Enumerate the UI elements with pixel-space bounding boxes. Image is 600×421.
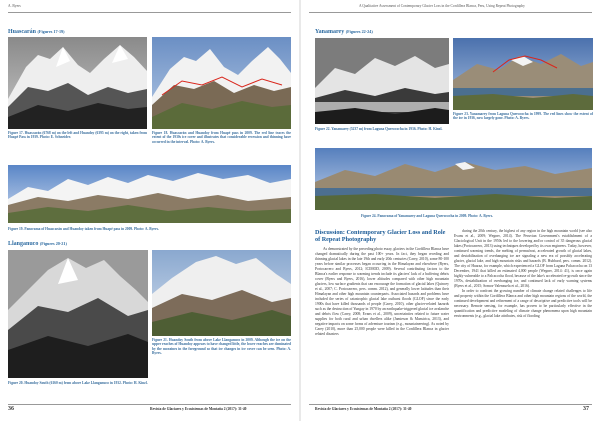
mountain-photo-icon xyxy=(453,38,593,110)
figure-22-photo xyxy=(315,38,449,124)
paragraph: As demonstrated by the preceding photo essay, glaciers in the Cordillera Blanca have changed dramatically during the past 100+ years. In fact, they began receding and thinning glacial lakes in the late 19th and early 20th centuries (Carey, 2010), some 80-100 years before similar processes began occurring in the Himalayan and elsewhere (Byers, Portocarrero and Byers, 2012; ICIMOD, 2009). Several contributing factors to the Blanca's earlier response to warming trends include its glaciers' lack of a buffering debris cover (Byers and Byers, 2016), lower altitudes compared with other high mountain glaciers, low surface gradients that can encourage the formation of glacial lakes (Quincey et al., 2007; C. Portocarrero, pers. comm. 2012), and generally lower latitudes than their Himalayan and other high mountain counterparts. Associated hazards and problems have included the series of catastrophic glacial lake outburst floods (GLOF) since the early 1900s that have killed thousands of people (Carey, 2010), other glacier-related hazards such as the destruction of Yungay in 1970 by an earthquake-triggered glacial ice avalanche and debris flow (Carey, 2008; Evans et al., 2009), uncertainties related to future water supplies for both rural and urban dwellers alike (Jamieson & Mansirica, 2013), and negative impacts on some forms of adventure tourism (e.g., mountaineering). As noted by Carey (2010), more than 25,000 people were killed in the Cordillera Blanca in glacier related disasters xyxy=(315,247,449,337)
running-footer: Revista de Glaciares y Ecosistemas de Montaña 2 (2017): 31-40 xyxy=(315,407,412,411)
right-page xyxy=(301,0,600,421)
header-rule xyxy=(309,12,592,13)
figure-17-caption: Figure 17. Huascarán (6768 m) on the left and Huandoy (6395 m) on the right, taken from Huapé Pass in 1939. Photo: E. Schneider. xyxy=(8,131,147,140)
figure-23-photo xyxy=(453,38,593,110)
section-title: Llanganuco xyxy=(8,241,39,247)
paragraph: In order to confront the growing number of climate change related challenges to life and property within the Cordillera Blanca and other high mountain regions of the world, the continued development and refinement of a range of descriptive and predictive tools will be necessary. Remote sensing, for example, has proven to be particularly effective in the quantification and predictive modeling of climate change phenomena upon high mountain environments (e.g., glacial lake attributes, risk of flooding xyxy=(454,289,592,319)
page-number: 36 xyxy=(8,406,14,412)
mountain-photo-icon xyxy=(152,250,291,336)
section-heading-huascaran xyxy=(8,29,65,35)
section-title: Huascarán xyxy=(8,29,37,35)
running-footer: Revista de Glaciares y Ecosistemas de Montaña 2 (2017): 31-40 xyxy=(150,407,247,411)
figure-21-photo xyxy=(152,250,291,336)
figure-23-caption: Figure 23. Yanamarey from Laguna Querococha in 1999. The red lines show the extent of the ice in 1936, now largely gone. Photo: A. Byers. xyxy=(453,112,593,121)
figure-18-caption: Figure 18. Huascarán and Huandoy from Huapé pass in 2009. The red line traces the extent of the 1930s ice cover and illustrates that considerable recession and thinning have occurred in the interval. Photo: A. Byers. xyxy=(152,131,291,144)
figure-19-panorama xyxy=(8,165,291,223)
footer-rule xyxy=(309,404,592,405)
page-number: 37 xyxy=(583,406,589,412)
section-figs: (Figures 17-19) xyxy=(37,29,65,34)
panorama-photo-icon xyxy=(315,148,592,210)
mountain-photo-icon xyxy=(8,37,147,129)
running-header: A Qualitative Assessment of Contemporary Glacier Loss in the Cordillera Blanca, Peru, Using Repeat Photography xyxy=(359,4,525,8)
section-figs: (Figures 22-24) xyxy=(345,29,373,34)
figure-20-caption: Figure 20. Huandoy South (6160 m) from above Lake Llanganuco in 1932. Photo: H. Kinzl. xyxy=(8,381,148,385)
section-figs: (Figures 20-21) xyxy=(39,241,67,246)
figure-19-caption: Figure 19. Panorama of Huascarán and Huandoy taken from Huapé pass in 2009. Photo: A. Byers. xyxy=(8,227,159,231)
figure-18-photo xyxy=(152,37,291,129)
mountain-photo-icon xyxy=(152,37,291,129)
discussion-heading: Discussion: Contemporary Glacier Loss and Role of Repeat Photography xyxy=(315,229,446,244)
discussion-column-1 xyxy=(315,247,449,399)
panorama-photo-icon xyxy=(8,165,291,223)
section-title: Yanamarey xyxy=(315,29,345,35)
figure-22-caption: Figure 22. Yanamarey (5237 m) from Laguna Querococha in 1936. Photo: H. Kinzl. xyxy=(315,127,443,131)
section-heading-yanamarey xyxy=(315,29,373,35)
figure-24-panorama xyxy=(315,148,592,210)
figure-24-caption: Figure 24. Panorama of Yanamarey and Laguna Querococha in 2009. Photo: A. Byers. xyxy=(361,214,494,218)
running-header: A. Byers xyxy=(8,4,21,8)
figure-20-photo xyxy=(8,250,148,378)
section-heading-llanganuco xyxy=(8,241,67,247)
header-rule xyxy=(8,12,291,13)
paragraph: during the 20th century, the highest of any region in the high mountain world (see also Evans et al., 2009; Wegner, 2014). The Peruvian Government's establishment of a Glaciological Unit in the 1950s led to the lowering and/or control of 35 dangerous glacial lakes (Portocarrero, 2013) using techniques developed by its own engineers. Today, however, continued warming trends, the melting of permafrost, accelerated growth of glacial lakes, and destabilization of overhanging ice are signaling a new era of possibly accelerating glacier, glacial lake, and high mountain risks and hazards (B. Hubbard, pers. comm. 2012). The city of Huaraz, for example, which experienced a GLOF from Laguna Palcacocha on 13 December, 1941 that killed an estimated 4,000 people (Wegner, 2014: 41), is once again highly vulnerable to a Palcacocha flood, because of the lake's accelerated re-growth since the 1970s, destabilization of overhanging ice, and continued lack of early warning systems (Byers et al., 2015; Somos-Valenzuela et al., 2016). xyxy=(454,229,592,289)
figure-17-photo xyxy=(8,37,147,129)
left-page xyxy=(0,0,299,421)
discussion-column-2 xyxy=(454,229,592,399)
mountain-photo-icon xyxy=(315,38,449,124)
mountain-photo-icon xyxy=(8,250,148,378)
figure-21-caption: Figure 21. Huandoy South from above Lake Llanganuco in 2009. Although the ice on the upper reaches of Huandoy appears to have changed little, the lower reaches are dominated by the moraines in the foreground so that ice changes in ice cover can be seen. Photo: A. Byers. xyxy=(152,338,291,356)
footer-rule xyxy=(8,404,291,405)
